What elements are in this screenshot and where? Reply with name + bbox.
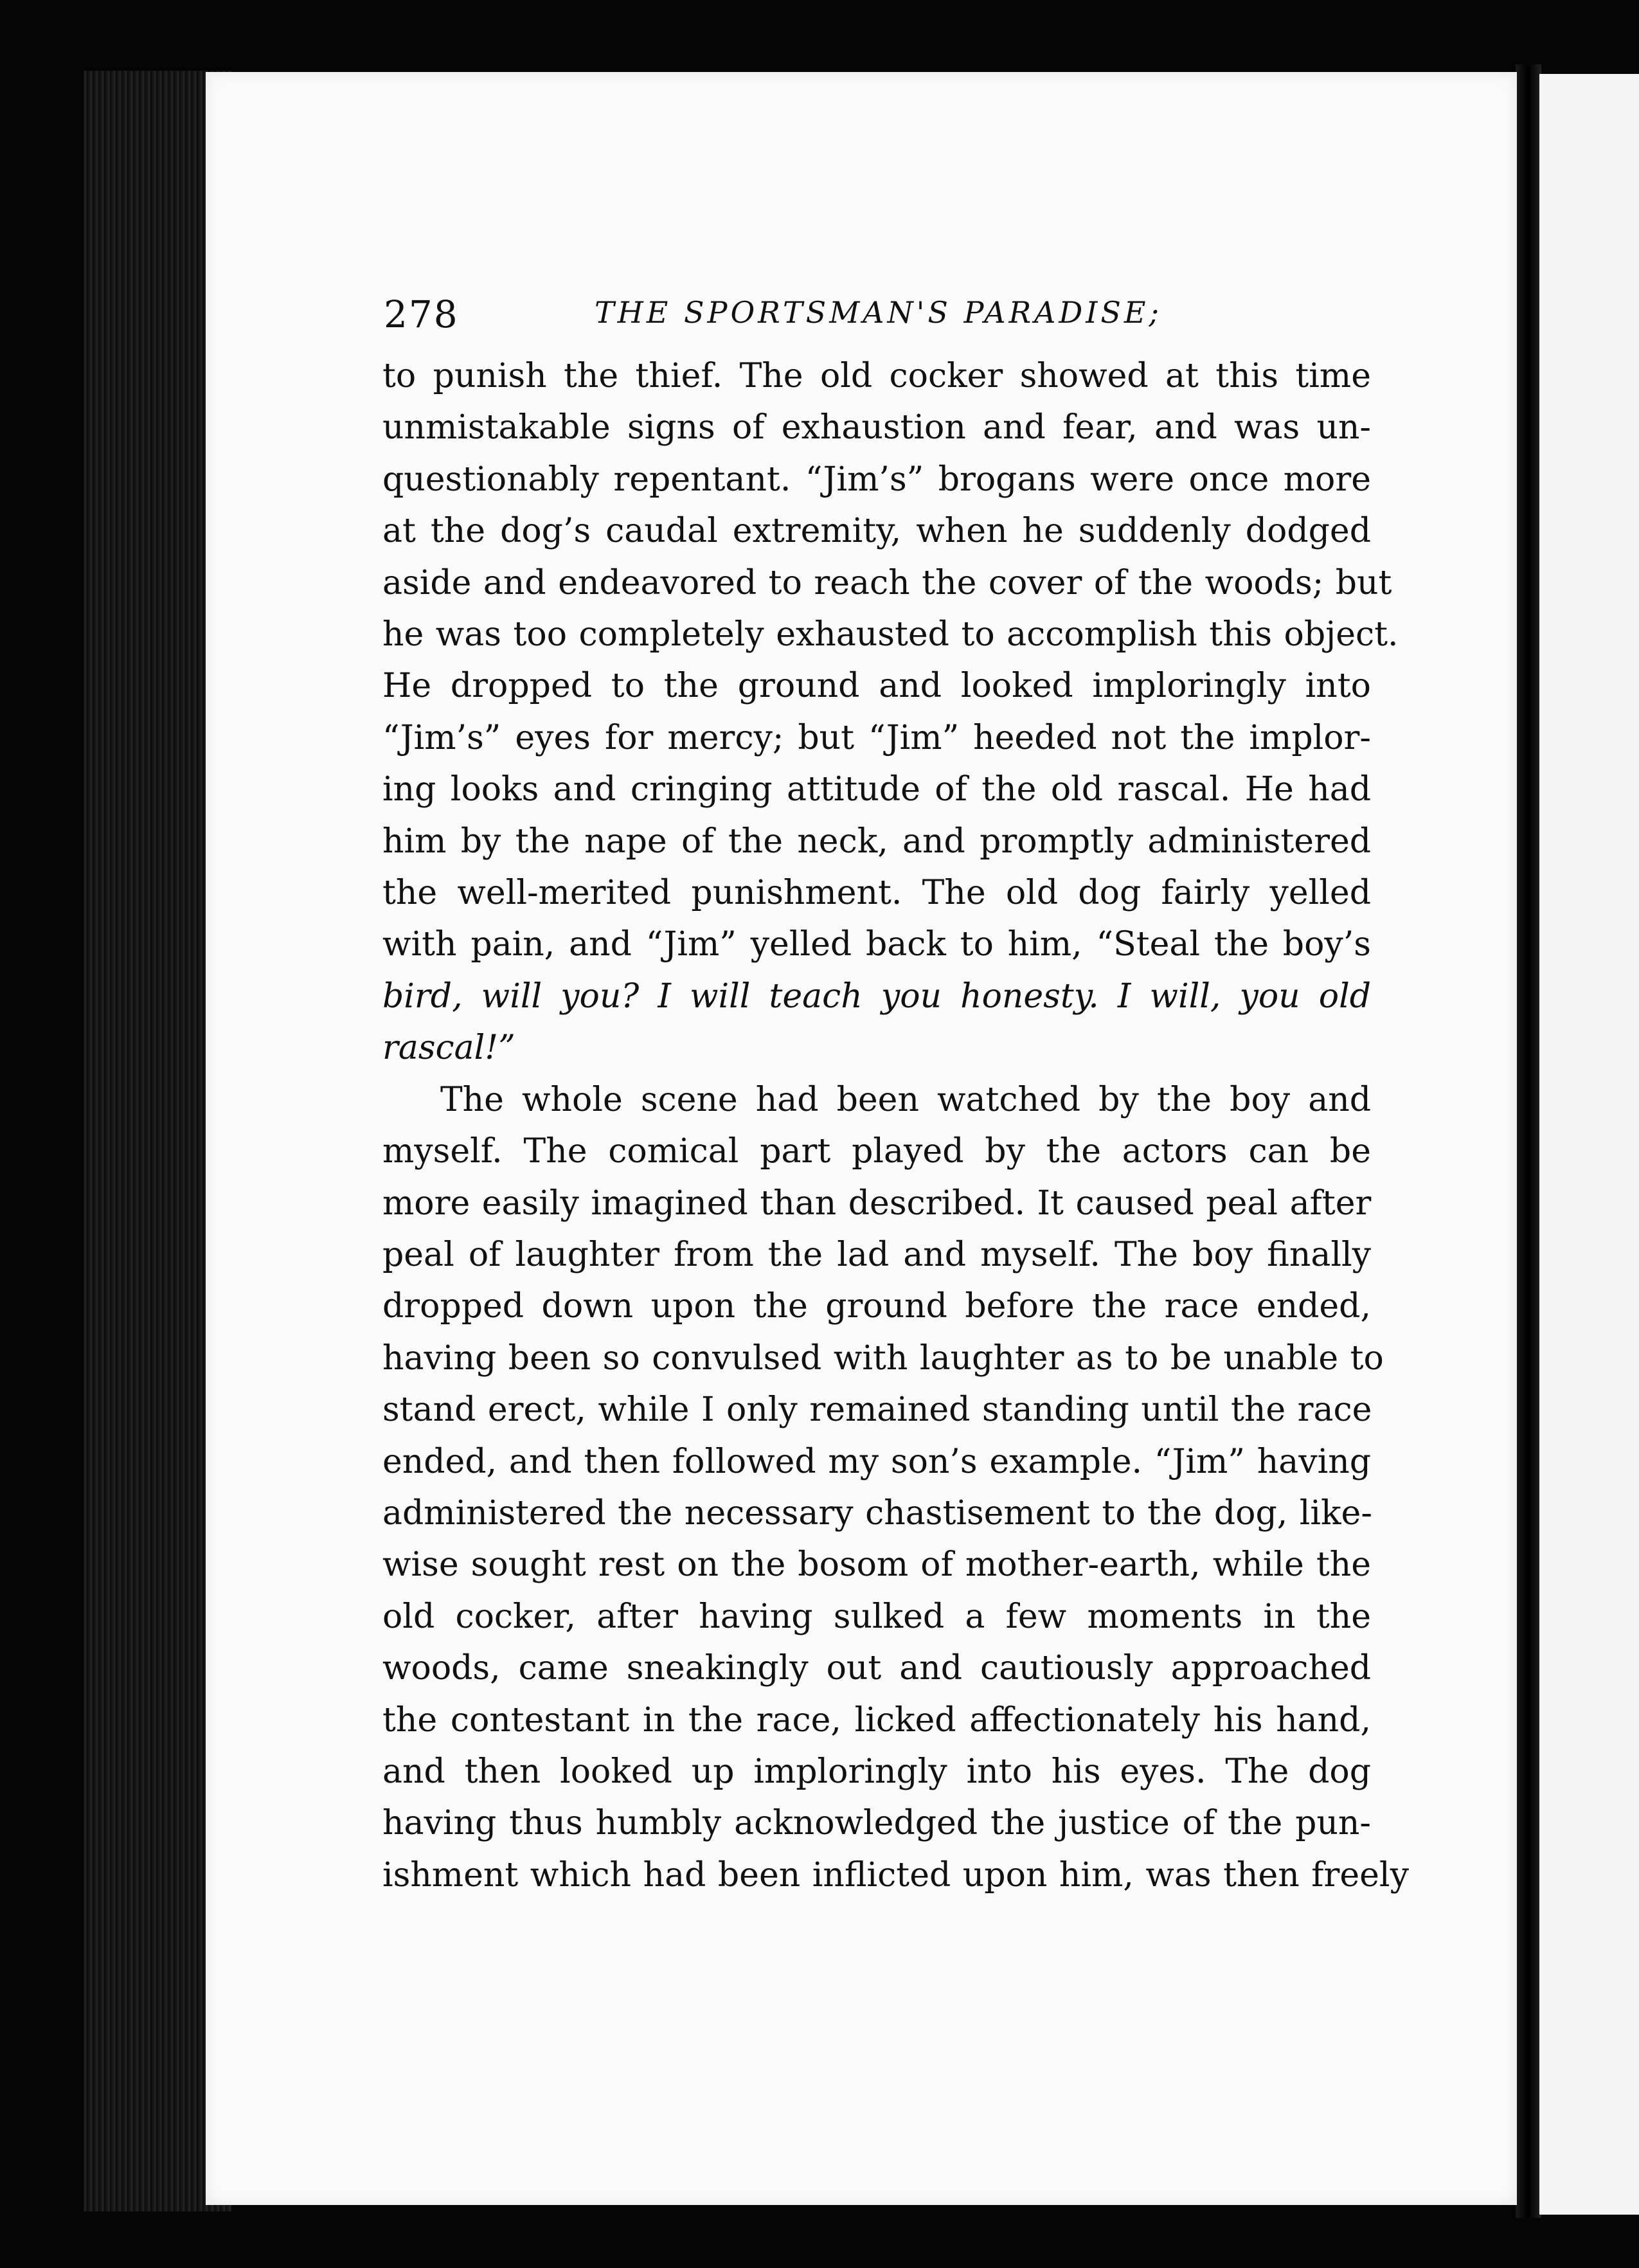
facing-page-edge <box>1539 74 1639 2215</box>
text-line: the well-merited punishment. The old dog fairly yelled <box>382 874 1371 913</box>
text-line: The whole scene had been watched by the boy and <box>440 1080 1371 1119</box>
running-head <box>382 292 1371 350</box>
text-line: myself. The comical part played by the actors can be <box>382 1132 1371 1171</box>
text-line: peal of laughter from the lad and myself. The boy finally <box>382 1235 1371 1274</box>
page-number: 278 <box>384 292 459 336</box>
text-line: aside and endeavored to reach the cover of the woods; but <box>382 563 1392 602</box>
text-line: him by the nape of the neck, and promptly administered <box>382 822 1371 861</box>
text-line: at the dog’s caudal extremity, when he suddenly dodged <box>382 512 1371 551</box>
text-line: to punish the thief. The old cocker showed at this time <box>382 357 1371 395</box>
paragraph-1 <box>382 350 1399 1074</box>
text-line-italic: bird, will you? I will teach you honesty. I will, you old <box>382 977 1371 1016</box>
text-line: He dropped to the ground and looked imploringly into <box>382 667 1371 706</box>
text-line: old cocker, after having sulked a few moments in the <box>382 1597 1371 1636</box>
text-line: having thus humbly acknowledged the justice of the pun- <box>382 1804 1371 1843</box>
text-line: ended, and then followed my son’s example. “Jim” having <box>382 1442 1371 1481</box>
book-gutter <box>1516 64 1541 2218</box>
text-line: ishment which had been inflicted upon him, was then freely <box>382 1855 1409 1895</box>
text-line: he was too completely exhausted to accomplish this object. <box>382 615 1399 654</box>
text-line: more easily imagined than described. It caused peal after <box>382 1184 1372 1223</box>
text-line: and then looked up imploringly into his eyes. The dog <box>382 1752 1371 1791</box>
text-line: the contestant in the race, licked affectionately his hand, <box>382 1700 1371 1740</box>
text-line-italic: rascal!” <box>382 1029 515 1068</box>
text-line: with pain, and “Jim” yelled back to him, “Steal the boy’s <box>382 925 1371 964</box>
text-line: “Jim’s” eyes for mercy; but “Jim” heeded not the implor- <box>382 718 1371 757</box>
text-line: administered the necessary chastisement to the dog, like- <box>382 1493 1372 1533</box>
text-line: ing looks and cringing attitude of the old rascal. He had <box>382 770 1371 809</box>
text-line: having been so convulsed with laughter as to be unable to <box>382 1338 1384 1378</box>
text-line: wise sought rest on the bosom of mother-earth, while the <box>382 1545 1371 1585</box>
text-line: dropped down upon the ground before the race ended, <box>382 1287 1371 1326</box>
paragraph-2 <box>382 1074 1409 1902</box>
text-line: woods, came sneakingly out and cautiously approached <box>382 1649 1371 1688</box>
text-line: unmistakable signs of exhaustion and fear, and was un- <box>382 408 1371 447</box>
running-title: THE SPORTSMAN'S PARADISE; <box>595 295 1162 330</box>
text-line: stand erect, while I only remained standing until the race <box>382 1390 1372 1430</box>
page-text-block <box>382 292 1409 1901</box>
text-line: questionably repentant. “Jim’s” brogans were once more <box>382 460 1371 499</box>
